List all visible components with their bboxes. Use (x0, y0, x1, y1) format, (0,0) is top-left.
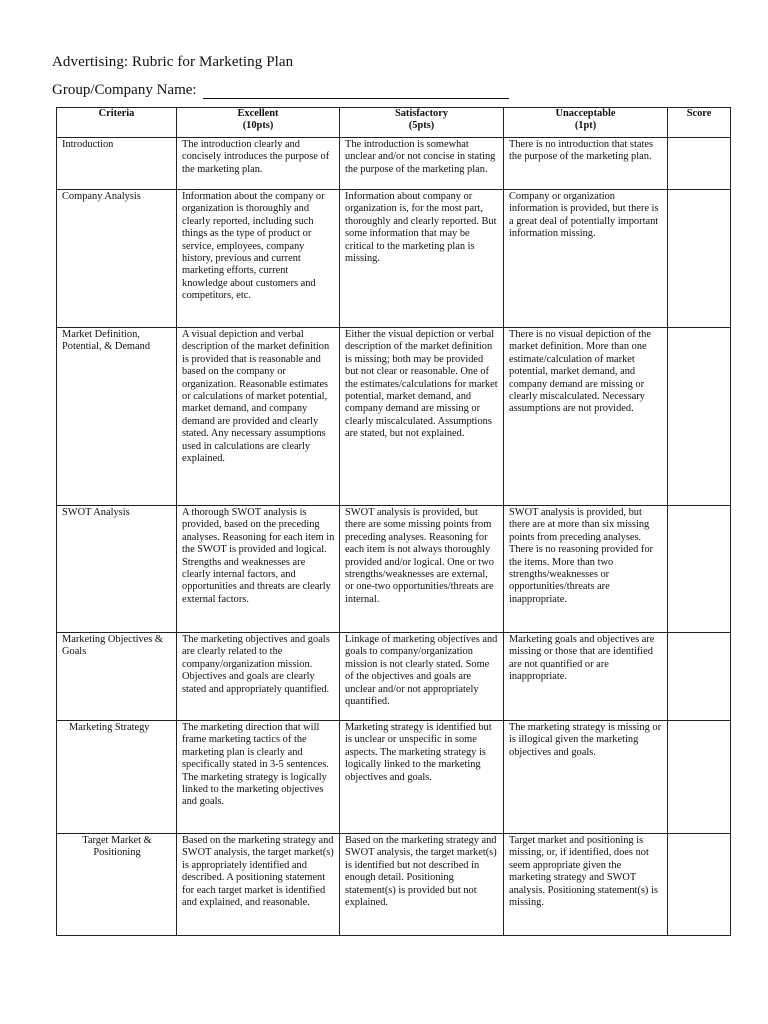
score-cell[interactable] (668, 138, 731, 190)
score-cell[interactable] (668, 506, 731, 633)
satisfactory-cell: Linkage of marketing objectives and goals to company/organization mission is not clearly stated. Some of the objectives and goals are unclear and/or not appropriately quantified. (340, 633, 504, 721)
criteria-cell: SWOT Analysis (57, 506, 177, 633)
excellent-cell: Information about the company or organization is thoroughly and clearly reported, including such things as the type of product or service, employees, company history, previous and current marketing efforts, current knowledge about customers and competitors, etc. (177, 190, 340, 328)
satisfactory-cell: Information about company or organization is, for the most part, thoroughly and clearly reported. But some information that may be critical to the marketing plan is missing. (340, 190, 504, 328)
criteria-cell: Company Analysis (57, 190, 177, 328)
unacceptable-cell: SWOT analysis is provided, but there are at more than six missing points from preceding analyses. There is no reasoning provided for the items. More than two strengths/weaknesses or opportunities/threats are inappropriate. (504, 506, 668, 633)
excellent-cell: The marketing objectives and goals are clearly related to the company/organization mission. Objectives and goals are clearly stated and appropriately quantified. (177, 633, 340, 721)
score-cell[interactable] (668, 721, 731, 834)
criteria-cell: Introduction (57, 138, 177, 190)
header-unacceptable-pts: (1pt) (574, 120, 597, 132)
table-row (57, 190, 731, 328)
score-cell[interactable] (668, 190, 731, 328)
score-cell[interactable] (668, 834, 731, 936)
header-criteria: Criteria (57, 108, 177, 138)
header-score: Score (668, 108, 731, 138)
satisfactory-cell: Marketing strategy is identified but is unclear or unspecific in some aspects. The marketing strategy is logically linked to the marketing objectives and goals. (340, 721, 504, 834)
excellent-cell: A visual depiction and verbal description of the market definition is provided that is reasonable and based on the company or organization. Reasonable estimates or calculations of market potential, market demand, and company demand are provided and clearly stated. Any necessary assumptions used in calculations are clearly explained. (177, 328, 340, 506)
group-name-label: Group/Company Name: (52, 82, 197, 98)
group-name-line (52, 82, 509, 99)
excellent-cell: The introduction clearly and concisely introduces the purpose of the marketing plan. (177, 138, 340, 190)
criteria-cell: Marketing Strategy (57, 721, 177, 834)
header-excellent: Excellent (10pts) (177, 108, 340, 138)
satisfactory-cell: Based on the marketing strategy and SWOT analysis, the target market(s) is identified but not described in enough detail. Positioning statement(s) is provided but not explained. (340, 834, 504, 936)
criteria-cell: Marketing Objectives & Goals (57, 633, 177, 721)
table-row (57, 834, 731, 936)
score-cell[interactable] (668, 633, 731, 721)
satisfactory-cell: SWOT analysis is provided, but there are some missing points from preceding analyses. Reasoning for each item is not always thoroughly provided and/or logical. One or two strengths/weaknesses are external, or one-two opportunities/threats are internal. (340, 506, 504, 633)
score-cell[interactable] (668, 328, 731, 506)
unacceptable-cell: There is no introduction that states the purpose of the marketing plan. (504, 138, 668, 190)
excellent-cell: A thorough SWOT analysis is provided, based on the preceding analyses. Reasoning for each item in the SWOT is provided and logical. Strengths and weaknesses are clearly internal factors, and opportunities and threats are clearly external factors. (177, 506, 340, 633)
unacceptable-cell: Company or organization information is provided, but there is a great deal of potentially important information missing. (504, 190, 668, 328)
excellent-cell: Based on the marketing strategy and SWOT analysis, the target market(s) is appropriately identified and described. A positioning statement for each target market is identified and explained, and reasonable. (177, 834, 340, 936)
group-name-blank[interactable] (203, 84, 509, 99)
header-satisfactory-pts: (5pts) (408, 120, 435, 132)
table-row (57, 138, 731, 190)
unacceptable-cell: Target market and positioning is missing, or, if identified, does not seem appropriate given the marketing strategy and SWOT analysis. Positioning statement(s) is missing. (504, 834, 668, 936)
table-row (57, 506, 731, 633)
table-row (57, 633, 731, 721)
header-excellent-pts: (10pts) (242, 120, 274, 132)
header-row (57, 108, 731, 138)
satisfactory-cell: Either the visual depiction or verbal description of the market definition is missing; both may be provided but not clear or reasonable. One of the estimates/calculations for market potential, market demand, and company demand are missing or clearly miscalculated. Assumptions are stated, but not explained. (340, 328, 504, 506)
rubric-table (56, 107, 731, 936)
header-satisfactory: Satisfactory (5pts) (340, 108, 504, 138)
unacceptable-cell: The marketing strategy is missing or is illogical given the marketing objectives and goals. (504, 721, 668, 834)
unacceptable-cell: There is no visual depiction of the market definition. More than one estimate/calculation of market potential, market demand, and company demand are missing or clearly miscalculated. Necessary assumptions are not provided. (504, 328, 668, 506)
criteria-cell: Market Definition, Potential, & Demand (57, 328, 177, 506)
page-title: Advertising: Rubric for Marketing Plan (52, 54, 294, 70)
table-row (57, 721, 731, 834)
satisfactory-cell: The introduction is somewhat unclear and/or not concise in stating the purpose of the marketing plan. (340, 138, 504, 190)
criteria-cell: Target Market & Positioning (57, 834, 177, 936)
header-unacceptable: Unacceptable (1pt) (504, 108, 668, 138)
unacceptable-cell: Marketing goals and objectives are missing or those that are identified are not quantified or are inappropriate. (504, 633, 668, 721)
table-row (57, 328, 731, 506)
excellent-cell: The marketing direction that will frame marketing tactics of the marketing plan is clearly and specifically stated in 3-5 sentences. The marketing strategy is logically linked to the marketing objectives and goals. (177, 721, 340, 834)
